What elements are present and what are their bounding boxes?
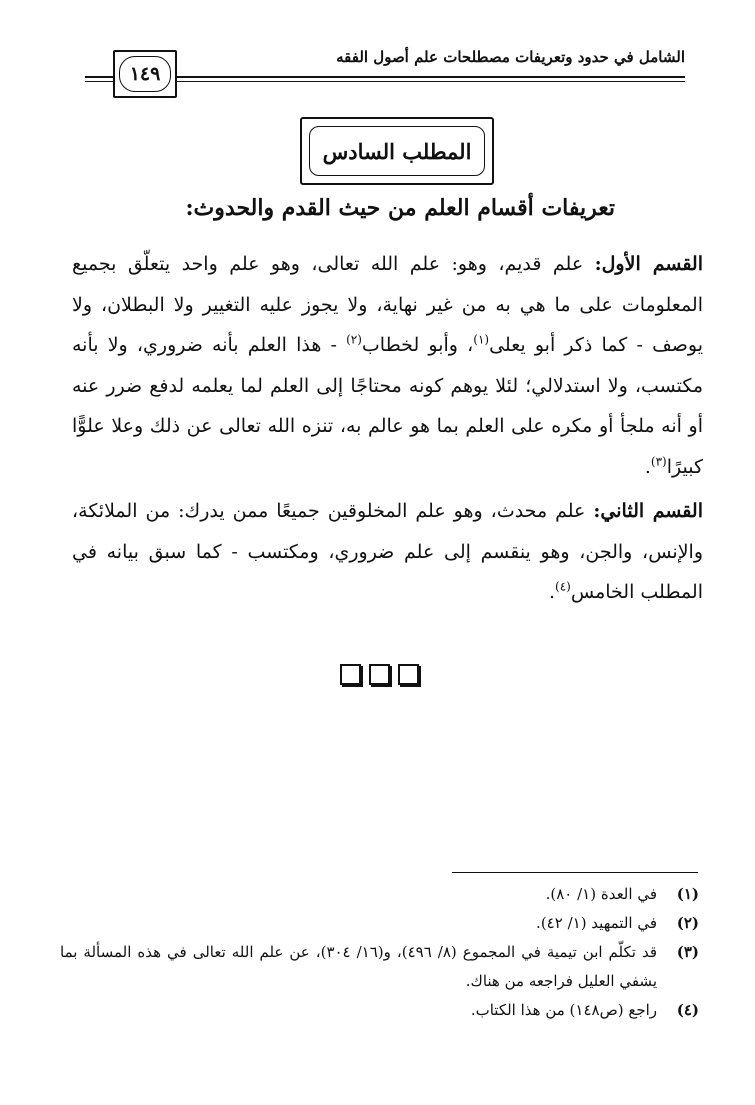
footnote-text: راجع (ص١٤٨) من هذا الكتاب. [470, 1001, 657, 1019]
footnote-number: (١) [676, 885, 699, 903]
paragraph-text: علم محدث، وهو علم المخلوقين جميعًا ممن يدرك: من الملائكة، والإنس، والجن، وهو ينقسم إلى علم ضروري، ومكتسب - كما سبق بيانه في المطلب الخامس [72, 500, 703, 603]
footnote-text: في التمهيد (١/ ٤٢). [536, 914, 657, 932]
footnote-ref[interactable]: (١) [473, 332, 490, 347]
paragraph-text: - هذا العلم بأنه ضروري، ولا بأنه مكتسب، ولا استدلالي؛ لئلا يوهم كونه محتاجًا إلى العلم لما يعلمه لدفع ضرر عنه أو أنه ملجأ أو مكره على العلم بما هو عالم به، تنزه الله تعالى عن ذلك وعلا علوًّا كبيرًا [72, 334, 703, 478]
section-end-ornament [340, 664, 419, 685]
section-heading: المطلب السادس [309, 126, 485, 176]
body-text [72, 244, 703, 613]
footnote-number: (٢) [676, 914, 699, 932]
footnote-item [60, 938, 699, 996]
paragraph-text: علم قديم، وهو: علم الله تعالى، وهو علم واحد يتعلّق بجميع المعلومات على ما هي به من غير نهاية، ولا يجوز عليه التغيير ولا البطلان، ولا يوصف - كما ذكر أبو يعلى [72, 253, 704, 356]
page-number-frame [113, 50, 177, 98]
footnote-number: (٣) [676, 943, 699, 961]
footnote-item [60, 880, 699, 909]
footnote-ref[interactable]: (٤) [555, 579, 571, 594]
ornament-square [369, 664, 390, 685]
paragraph-lead: القسم الثاني: [593, 500, 703, 522]
page-number: ١٤٩ [119, 56, 171, 92]
paragraph-text: ، وأبو لخطاب [361, 334, 474, 356]
paragraph-first-division [72, 244, 703, 487]
footnote-text: قد تكلّم ابن تيمية في المجموع (٨/ ٤٩٦)، و(١٦/ ٣٠٤)، عن علم الله تعالى في هذه المسألة بما يشفي العليل فراجعه من هناك. [60, 943, 658, 990]
subtitle: تعريفات أقسام العلم من حيث القدم والحدوث: [185, 195, 615, 221]
footnote-text: في العدة (١/ ٨٠). [545, 885, 657, 903]
ornament-square [398, 664, 419, 685]
paragraph-text: . [548, 581, 556, 603]
footnote-ref[interactable]: (٢) [346, 332, 362, 347]
footnotes [60, 880, 699, 1025]
footnote-item [60, 996, 699, 1025]
running-header [85, 40, 685, 92]
footnote-item [60, 909, 699, 938]
header-title: الشامل في حدود وتعريفات مصطلحات علم أصول الفقه [336, 48, 685, 66]
paragraph-text: . [644, 455, 651, 478]
section-heading-frame [300, 117, 494, 185]
footnote-separator [452, 872, 698, 873]
paragraph-second-division [72, 491, 703, 613]
footnote-number: (٤) [676, 1001, 699, 1019]
paragraph-lead: القسم الأول: [594, 253, 704, 275]
footnote-ref[interactable]: (٣) [650, 454, 667, 469]
ornament-square [340, 664, 361, 685]
